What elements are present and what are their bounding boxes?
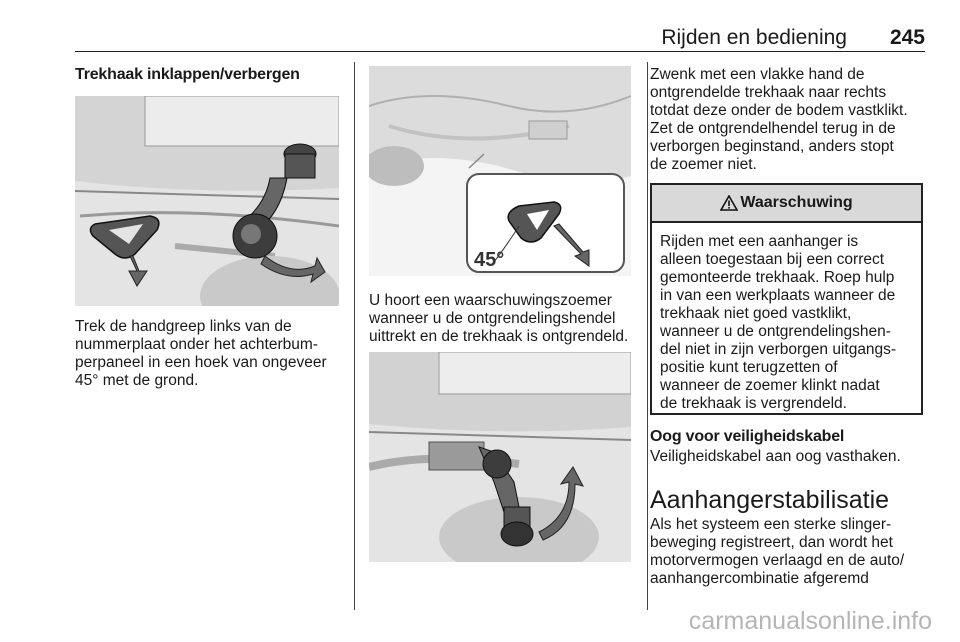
text-line: positie kunt terugzetten of: [660, 359, 838, 376]
watermark: carmanualsonline.info: [688, 607, 932, 635]
text-line: totdat deze onder de bodem vastklikt.: [650, 102, 908, 119]
section-heading: Trekhaak inklappen/verbergen: [75, 66, 300, 83]
warning-box: [650, 183, 923, 415]
text-line: wanneer u de ontgrendelingshendel: [369, 310, 616, 327]
text-line: Zwenk met een vlakke hand de: [650, 66, 865, 83]
warning-triangle-icon: [720, 195, 738, 211]
column-divider: [647, 62, 648, 610]
column-divider: [354, 62, 355, 610]
column-1-text: [75, 318, 345, 390]
text-line: de trekhaak is vergrendeld.: [660, 395, 847, 412]
text-line: U hoort een waarschuwingszoemer: [369, 292, 612, 309]
text-line: wanneer u de ontgrendelingshen-: [660, 323, 891, 340]
column-1: [75, 66, 345, 84]
text-line: de zoemer niet.: [650, 156, 757, 173]
text-line: uittrekt en de trekhaak is ontgrendeld.: [369, 328, 629, 345]
header-rule: [75, 51, 925, 52]
text-line: verborgen beginstand, anders stopt: [650, 138, 894, 155]
text-line: nummerplaat onder het achterbum-: [75, 336, 318, 353]
column-3-stabilisation: [650, 486, 935, 588]
text-line: del niet in zijn verborgen uitgangs-: [660, 341, 897, 358]
column-2-text: [369, 292, 644, 346]
text-line: trekhaak niet goed vastklikt,: [660, 305, 852, 322]
page-number: 245: [889, 26, 925, 49]
text-line: Zet de ontgrendelhendel terug in de: [650, 120, 896, 137]
warning-header: [652, 185, 921, 223]
figure-swing-hook: [369, 352, 631, 562]
text-line: in van een werkplaats wanneer de: [660, 287, 896, 304]
text-line: Als het systeem een sterke slinger-: [650, 516, 892, 533]
text-line: alleen toegestaan bij een correct: [660, 251, 885, 268]
text-line: wanneer de zoemer klinkt nadat: [660, 377, 880, 394]
warning-body: [652, 223, 921, 413]
text-line: Rijden met een aanhanger is: [660, 233, 859, 250]
text-line: aanhangercombinatie afgeremd: [650, 570, 869, 587]
text-line: 45° met de grond.: [75, 372, 199, 389]
page-header: [75, 26, 925, 52]
text-line: ontgrendelde trekhaak naar rechts: [650, 84, 887, 101]
chapter-title: Rijden en bediening: [661, 26, 847, 49]
text-line: perpaneel in een hoek van ongeveer: [75, 354, 327, 371]
text-line: motorvermogen verlaagd en de auto/: [650, 552, 905, 569]
text-line: Trek de handgreep links van de: [75, 318, 292, 335]
text-line: Veiligheidskabel aan oog vasthaken.: [650, 448, 901, 465]
figure-pull-handle: [75, 96, 339, 306]
column-3-cable: [650, 428, 935, 466]
text-line: beweging registreert, dan wordt het: [650, 534, 893, 551]
angle-label: 45°: [474, 249, 505, 271]
column-3-intro: [650, 66, 930, 174]
section-heading: Aanhangerstabilisatie: [650, 486, 890, 514]
figure-release-lever: [369, 66, 631, 276]
sub-heading: Oog voor veiligheidskabel: [650, 428, 845, 445]
text-line: gemonteerde trekhaak. Roep hulp: [660, 269, 895, 286]
warning-title: Waarschuwing: [740, 194, 853, 211]
